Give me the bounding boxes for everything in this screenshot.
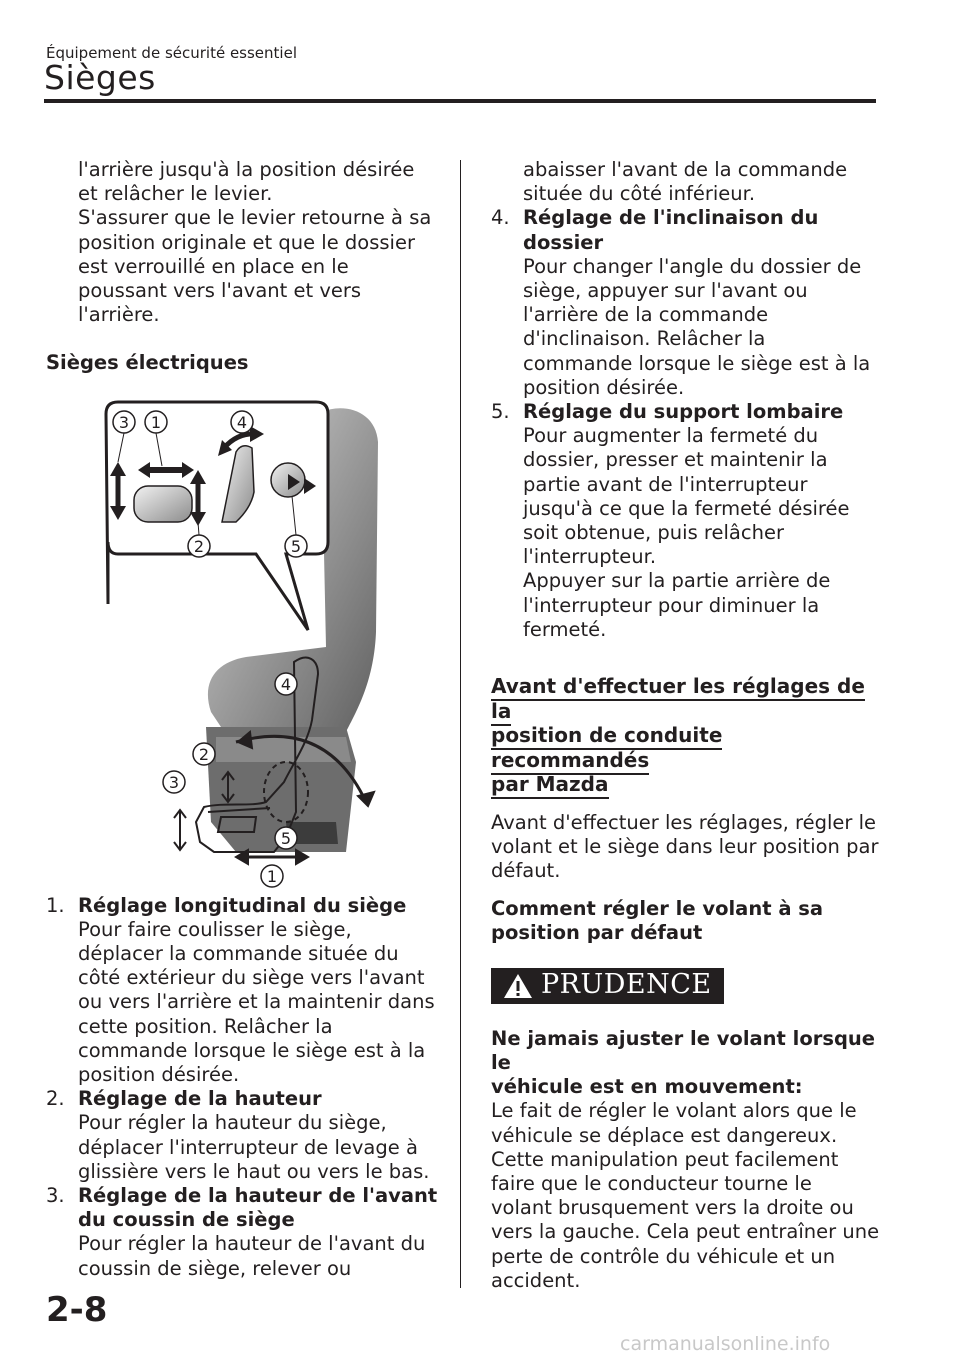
text-line: et relâcher le levier.: [78, 182, 273, 206]
text-line: position désirée.: [523, 375, 685, 399]
subheading-power-seats: Sièges électriques: [46, 351, 249, 375]
text-line: Avant d'effectuer les réglages, régler le: [491, 810, 877, 834]
list-item: [46, 894, 446, 1088]
text-line: Le fait de régler le volant alors que le: [491, 1099, 857, 1123]
text-line: Pour augmenter la fermeté du: [523, 424, 819, 448]
callout-2-lower: 2: [198, 744, 210, 764]
text-line: position par défaut: [491, 921, 703, 945]
warning-title: véhicule est en mouvement:: [491, 1075, 803, 1099]
text-line: accident.: [491, 1268, 581, 1292]
text-line: soit obtenue, puis relâcher: [523, 521, 784, 545]
item-title: Réglage de la hauteur: [78, 1087, 322, 1111]
watermark: carmanualsonline.info: [620, 1333, 831, 1355]
text-line: glissière vers le haut ou vers le bas.: [78, 1159, 430, 1183]
item-number: 1.: [46, 893, 65, 917]
callout-2: 2: [193, 536, 205, 556]
callout-4-lower: 4: [280, 674, 292, 694]
text-line: fermeté.: [523, 617, 607, 641]
text-line: faire que le conducteur tourne le: [491, 1172, 812, 1195]
column-divider: [460, 160, 461, 1288]
callout-3: 3: [118, 412, 130, 432]
section-heading: [491, 674, 881, 797]
item-title: du coussin de siège: [78, 1208, 295, 1232]
list-item: [491, 400, 881, 642]
text-line: partie avant de l'interrupteur: [523, 472, 808, 496]
list-item: [46, 1087, 446, 1184]
callout-1: 1: [150, 412, 162, 432]
text-line: vers la gauche. Cela peut entraîner une: [491, 1220, 880, 1244]
item-title: Réglage de la hauteur de l'avant: [78, 1184, 438, 1208]
text-line: volant et le siège dans leur position par: [491, 834, 879, 858]
text-line: côté extérieur du siège vers l'avant: [78, 966, 425, 990]
item-number: 5.: [491, 400, 510, 424]
heading-line: Avant d'effectuer les réglages de la: [491, 674, 865, 726]
text-line: Cette manipulation peut facilement: [491, 1147, 839, 1171]
heading-line: par Mazda: [491, 772, 609, 799]
text-line: dossier, presser et maintenir la: [523, 448, 828, 472]
intro-paragraph: [46, 158, 446, 327]
header-divider: [44, 99, 876, 103]
left-column: [46, 158, 446, 1281]
caution-banner: [491, 968, 724, 1004]
item-number: 2.: [46, 1087, 65, 1111]
text-line: Pour faire coulisser le siège,: [78, 917, 352, 941]
seat-controls-figure: [46, 382, 446, 892]
callout-3-lower: 3: [168, 772, 180, 792]
list-item: [46, 1184, 446, 1281]
text-line: déplacer la commande située du: [78, 942, 399, 966]
item-title: Réglage longitudinal du siège: [78, 893, 407, 917]
text-line: perte de contrôle du véhicule et un: [491, 1244, 836, 1268]
item-title: Réglage du support lombaire: [523, 400, 844, 424]
section-paragraph: [491, 811, 881, 884]
text-line: volant brusquement vers la droite ou: [491, 1196, 854, 1220]
text-line: ou vers l'arrière et la maintenir dans: [78, 990, 435, 1014]
howto-heading: [491, 897, 881, 945]
text-line: position désirée.: [78, 1063, 240, 1087]
page-number: 2-8: [46, 1290, 108, 1330]
chapter-title: Équipement de sécurité essentiel: [46, 44, 297, 62]
text-line: déplacer l'interrupteur de levage à: [78, 1135, 418, 1159]
text-line: défaut.: [491, 858, 561, 882]
text-line: coussin de siège, relever ou: [78, 1256, 352, 1280]
callout-4: 4: [236, 412, 248, 432]
callout-5-lower: 5: [280, 828, 292, 848]
text-line: siège, appuyer sur l'avant ou: [523, 279, 808, 303]
warning-icon: [503, 973, 533, 999]
text-line: poussant vers l'avant et vers: [78, 279, 362, 303]
text-line: commande lorsque le siège est à la: [523, 351, 871, 375]
right-column: [491, 158, 881, 1293]
callout-5: 5: [290, 536, 302, 556]
text-line: jusqu'à ce que la fermeté désirée: [523, 496, 850, 520]
heading-line: position de conduite recommandés: [491, 723, 722, 775]
warning-block: [491, 1027, 881, 1293]
callout-bubble: [106, 402, 328, 630]
text-line: l'interrupteur pour diminuer la: [523, 593, 820, 617]
text-line: est verrouillé en place en le: [78, 254, 349, 278]
item-number: 3.: [46, 1184, 65, 1208]
text-line: l'interrupteur.: [523, 545, 657, 569]
text-line: commande lorsque le siège est à la: [78, 1038, 426, 1062]
text-line: l'arrière.: [78, 303, 160, 327]
text-line: située du côté inférieur.: [523, 182, 756, 206]
caution-label: PRUDENCE: [541, 969, 712, 1001]
item-number: 4.: [491, 206, 510, 230]
text-line: Pour régler la hauteur du siège,: [78, 1111, 387, 1135]
callout-1-lower: 1: [266, 866, 278, 886]
text-line: véhicule se déplace est dangereux.: [491, 1123, 838, 1147]
text-line: Pour changer l'angle du dossier de: [523, 254, 862, 278]
text-line: abaisser l'avant de la commande: [523, 158, 848, 181]
seat-illustration: [46, 382, 446, 892]
text-line: l'arrière de la commande: [523, 303, 769, 327]
item-title: Réglage de l'inclinaison du dossier: [523, 206, 819, 254]
text-line: Pour régler la hauteur de l'avant du: [78, 1232, 426, 1256]
text-line: Appuyer sur la partie arrière de: [523, 569, 831, 593]
list-item: [491, 206, 881, 400]
text-line: Comment régler le volant à sa: [491, 897, 824, 921]
text-line: l'arrière jusqu'à la position désirée: [78, 158, 415, 181]
continued-text: [491, 158, 881, 206]
text-line: d'inclinaison. Relâcher la: [523, 327, 766, 351]
page-title: Sièges: [44, 58, 156, 97]
text-line: cette position. Relâcher la: [78, 1014, 333, 1038]
text-line: S'assurer que le levier retourne à sa: [78, 206, 432, 230]
text-line: position originale et que le dossier: [78, 230, 415, 254]
warning-title: Ne jamais ajuster le volant lorsque le: [491, 1026, 876, 1074]
